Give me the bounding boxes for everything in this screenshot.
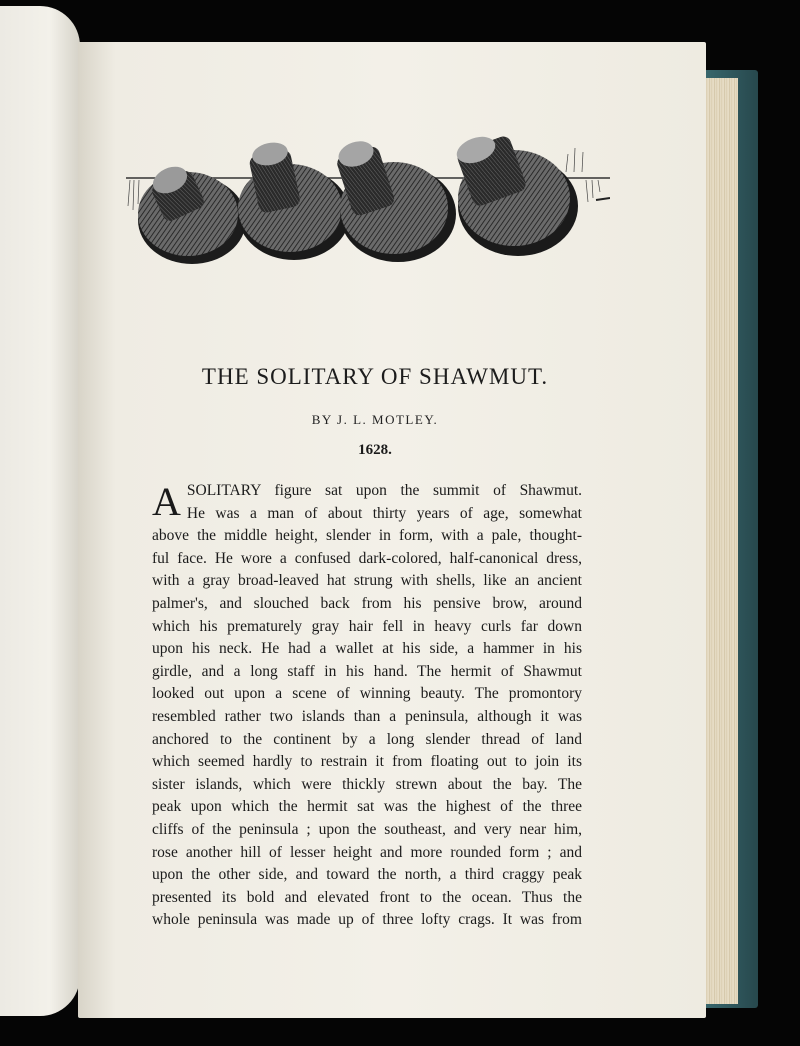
body-line: sister islands, which were thickly strewn about the bay. The bbox=[152, 775, 582, 793]
body-line: SOLITARY figure sat upon the summit of Shawmut. bbox=[186, 482, 582, 499]
hat-3 bbox=[335, 137, 456, 262]
body-line: cliffs of the peninsula ; upon the southeast, and very near him, bbox=[152, 820, 582, 838]
body-line: peak upon which the hermit sat was the highest of the three bbox=[152, 798, 582, 816]
body-line: upon the other side, and toward the north, a third craggy peak bbox=[152, 866, 582, 884]
body-line: whole peninsula was made up of three lofty crags. It was from bbox=[152, 911, 582, 929]
body-line: which seemed hardly to restrain it from floating out to join its bbox=[152, 753, 582, 771]
hats-illustration bbox=[126, 132, 610, 272]
body-line: He was a man of about thirty years of age, somewhat bbox=[186, 504, 582, 522]
body-line: resembled rather two islands than a peninsula, although it was bbox=[152, 707, 582, 725]
body-line: looked out upon a scene of winning beauty. The promontory bbox=[152, 685, 582, 703]
body-line: ful face. He wore a confused dark-colored, half-canonical dress, bbox=[152, 549, 582, 567]
story-title: THE SOLITARY OF SHAWMUT. bbox=[201, 364, 549, 389]
body-line: with a gray broad-leaved hat strung with shells, like an ancient bbox=[152, 572, 582, 590]
left-page-edge bbox=[0, 6, 80, 1016]
body-line: girdle, and a long staff in his hand. The hermit of Shawmut bbox=[152, 662, 582, 680]
body-line: above the middle height, slender in form, with a pale, thought- bbox=[152, 527, 582, 545]
body-line: presented its bold and elevated front to the ocean. Thus the bbox=[152, 888, 582, 906]
body-line: upon his neck. He had a wallet at his side, a hammer in his bbox=[152, 640, 582, 658]
hat-2 bbox=[238, 139, 350, 260]
body-line: which his prematurely gray hair fell in heavy curls far down bbox=[152, 617, 582, 635]
hat-4 bbox=[453, 132, 578, 256]
story-year: 1628. bbox=[358, 442, 392, 458]
body-line: palmer's, and slouched back from his pensive brow, around bbox=[152, 594, 582, 612]
body-line: anchored to the continent by a long slender thread of land bbox=[152, 730, 582, 748]
hat-1 bbox=[138, 162, 246, 264]
author-byline: BY J. L. MOTLEY. bbox=[311, 412, 439, 427]
drop-cap: A bbox=[152, 479, 181, 524]
story-body bbox=[152, 480, 582, 932]
body-line: rose another hill of lesser height and more rounded form ; and bbox=[152, 843, 582, 861]
